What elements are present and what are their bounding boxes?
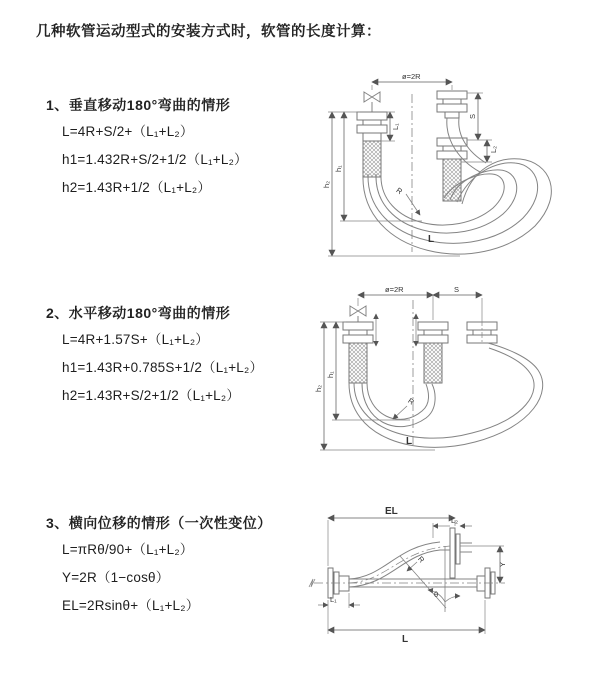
dim-label-h1: h₁ (326, 371, 335, 378)
dim-label-y: Y (498, 561, 507, 567)
dim-label-span: ø=2R (385, 285, 404, 294)
dim-label-h1: h₁ (334, 165, 343, 172)
section-1-formula-L: L=4R+S/2+（L₁+L₂） (62, 124, 194, 139)
braided-hose-left (363, 141, 381, 177)
dim-label-s: S (454, 285, 460, 294)
lateral-displacement-drawing (300, 498, 597, 660)
section-1 (46, 95, 326, 207)
diagram-horizontal-180-bend (310, 280, 592, 458)
section-1-formula-h1: h1=1.432R+S/2+1/2（L₁+L₂） (62, 152, 248, 167)
radius-label: R (416, 554, 427, 565)
horizontal-bend-drawing (310, 280, 592, 458)
dim-label-span: ø=2R (402, 72, 421, 81)
dim-label-s: S (468, 113, 477, 119)
valve-icon (364, 92, 380, 102)
radius-label: R (406, 396, 416, 407)
braided-hose-left (349, 343, 367, 383)
dim-label-l1: L₁ (330, 595, 337, 604)
dim-label-l2: L₂ (451, 516, 459, 525)
dim-label-h2: h₂ (314, 384, 323, 392)
length-label: L (428, 234, 435, 245)
section-3-formula-Y: Y=2R（1−cosθ） (62, 570, 170, 585)
section-2-formula-L: L=4R+1.57S+（L₁+L₂） (62, 332, 209, 347)
length-label: L (406, 436, 413, 447)
valve-icon (350, 306, 366, 316)
theta-label: θ (434, 590, 439, 599)
dim-label-h2: h₂ (322, 180, 331, 188)
section-3-formula-L: L=πRθ/90+（L₁+L₂） (62, 542, 194, 557)
section-3-formula-EL: EL=2Rsinθ+（L₁+L₂） (62, 598, 200, 613)
displaced-hose-top (349, 542, 440, 579)
vertical-bend-drawing (310, 66, 582, 264)
diagram-lateral-displacement (300, 498, 597, 660)
dim-label-l1: L₁ (391, 123, 400, 130)
section-1-heading: 1、垂直移动180°弯曲的情形 (46, 97, 231, 113)
length-label: L (402, 634, 409, 645)
section-3 (46, 513, 326, 625)
section-3-heading: 3、横向位移的情形（一次性变位） (46, 515, 272, 531)
braided-hose-middle (424, 343, 442, 383)
dim-label-el: EL (385, 506, 398, 517)
section-2-heading: 2、水平移动180°弯曲的情形 (46, 305, 231, 321)
dim-label-l2: L₂ (489, 145, 498, 153)
section-2 (46, 303, 326, 415)
section-1-formula-h2: h2=1.43R+1/2（L₁+L₂） (62, 180, 212, 195)
radius-label: R (394, 185, 405, 197)
diagram-vertical-180-bend (310, 66, 582, 264)
section-2-formula-h2: h2=1.43R+S/2+1/2（L₁+L₂） (62, 388, 241, 403)
displaced-hose-bottom (349, 550, 450, 587)
page-title: 几种软管运动型式的安装方式时，软管的长度计算： (36, 24, 381, 40)
section-2-formula-h1: h1=1.43R+0.785S+1/2（L₁+L₂） (62, 360, 264, 375)
